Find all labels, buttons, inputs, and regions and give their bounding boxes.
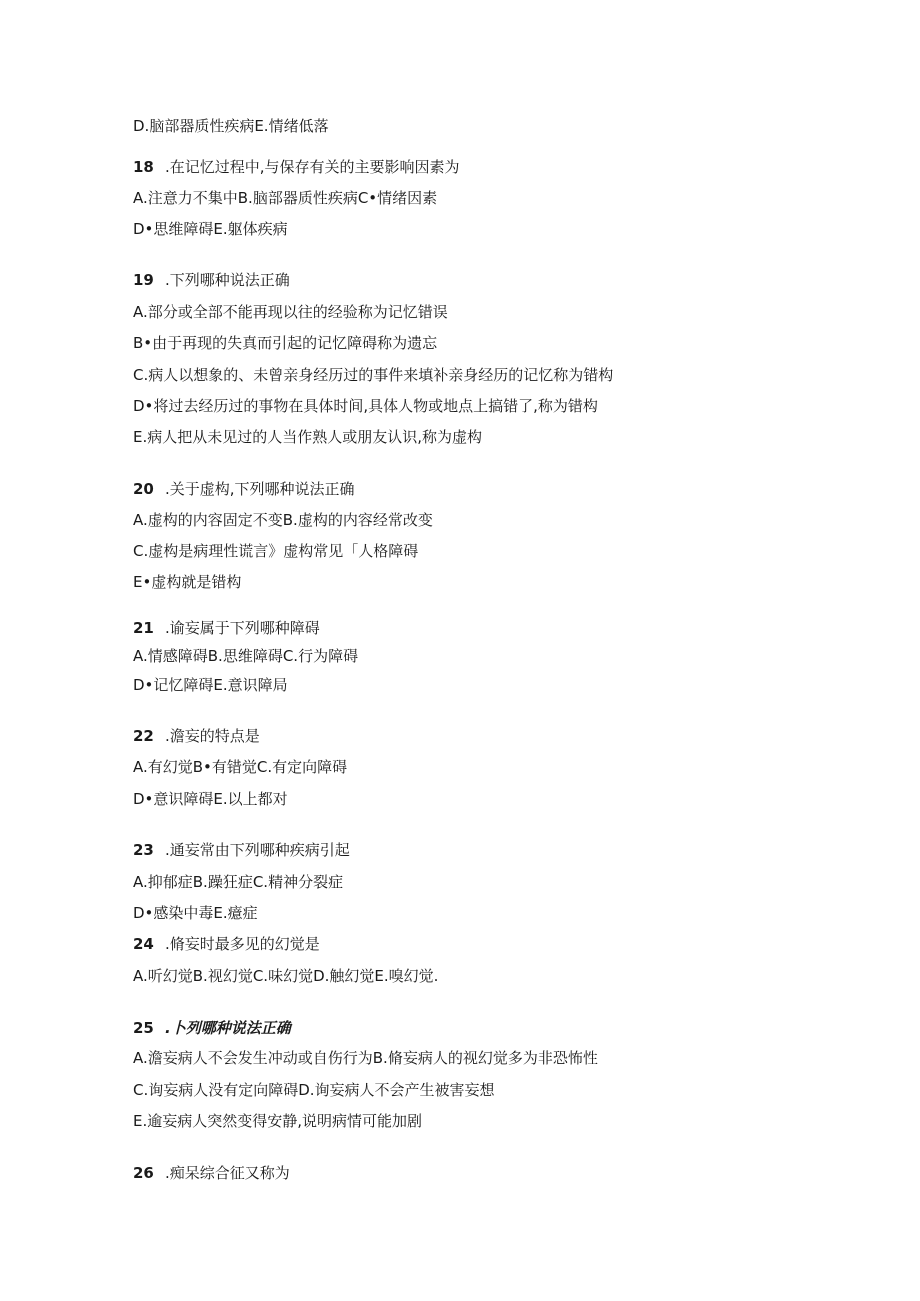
option-line: D•记忆障碍E.意识障局 bbox=[133, 676, 288, 694]
question-number: 21 bbox=[133, 619, 154, 637]
option-line: E.逾妄病人突然变得安静,说明病情可能加剧 bbox=[133, 1112, 423, 1130]
option-line: A.注意力不集中B.脑部器质性疾病C•情绪因素 bbox=[133, 189, 438, 207]
question-number: 25 bbox=[133, 1019, 154, 1037]
option-line: B•由于再现的失真而引起的记忆障碍称为遗忘 bbox=[133, 334, 438, 352]
question-line: 23 .通妄常由下列哪种疾病引起 bbox=[133, 841, 350, 859]
option-line: A.有幻觉B•有错觉C.有定向障碍 bbox=[133, 758, 348, 776]
question-line: 24 .脩妄时最多见的幻觉是 bbox=[133, 935, 320, 953]
question-line: 22 .澹妄的特点是 bbox=[133, 727, 260, 745]
option-line: C.虚构是病理性谎言》虚构常见「人格障碍 bbox=[133, 542, 419, 560]
option-line: C.询妄病人没有定向障碍D.询妄病人不会产生被害妄想 bbox=[133, 1081, 495, 1099]
option-line: D•感染中毒E.癔症 bbox=[133, 904, 258, 922]
question-number: 26 bbox=[133, 1164, 154, 1182]
question-line: 26 .痴呆综合征又称为 bbox=[133, 1164, 290, 1182]
question-number: 20 bbox=[133, 480, 154, 498]
option-line: A.听幻觉B.视幻觉C.味幻觉D.触幻觉E.嗅幻觉. bbox=[133, 967, 439, 985]
option-line: E•虚构就是错构 bbox=[133, 573, 242, 591]
question-line: 25 .卜列哪种说法正确 bbox=[133, 1019, 291, 1037]
option-line: A.情感障碍B.思维障碍C.行为障碍 bbox=[133, 647, 359, 665]
question-number: 18 bbox=[133, 158, 154, 176]
question-line: 19 .下列哪种说法正确 bbox=[133, 271, 290, 289]
option-line: D•意识障碍E.以上都对 bbox=[133, 790, 288, 808]
option-line: D•思维障碍E.躯体疾病 bbox=[133, 220, 288, 238]
option-line: A.澹妄病人不会发生冲动或自伤行为B.脩妄病人的视幻觉多为非恐怖性 bbox=[133, 1049, 598, 1067]
option-line: A.抑郁症B.躁狂症C.精神分裂症 bbox=[133, 873, 344, 891]
option-line: A.部分或全部不能再现以往的经验称为记忆错误 bbox=[133, 303, 448, 321]
question-number: 24 bbox=[133, 935, 154, 953]
option-line: D•将过去经历过的事物在具体时间,具体人物或地点上搞错了,称为错构 bbox=[133, 397, 598, 415]
option-line: D.脑部器质性疾病E.情绪低落 bbox=[133, 117, 329, 135]
option-line: C.病人以想象的、未曾亲身经历过的事件来填补亲身经历的记忆称为错构 bbox=[133, 366, 614, 384]
question-number: 22 bbox=[133, 727, 154, 745]
option-line: A.虚构的内容固定不变B.虚构的内容经常改变 bbox=[133, 511, 433, 529]
question-line: 21 .谕妄属于下列哪种障碍 bbox=[133, 619, 320, 637]
question-number: 23 bbox=[133, 841, 154, 859]
option-line: E.病人把从未见过的人当作熟人或朋友认识,称为虚构 bbox=[133, 428, 483, 446]
question-line: 20 .关于虚构,下列哪种说法正确 bbox=[133, 480, 355, 498]
question-number: 19 bbox=[133, 271, 154, 289]
question-line: 18 .在记忆过程中,与保存有关的主要影响因素为 bbox=[133, 158, 460, 176]
